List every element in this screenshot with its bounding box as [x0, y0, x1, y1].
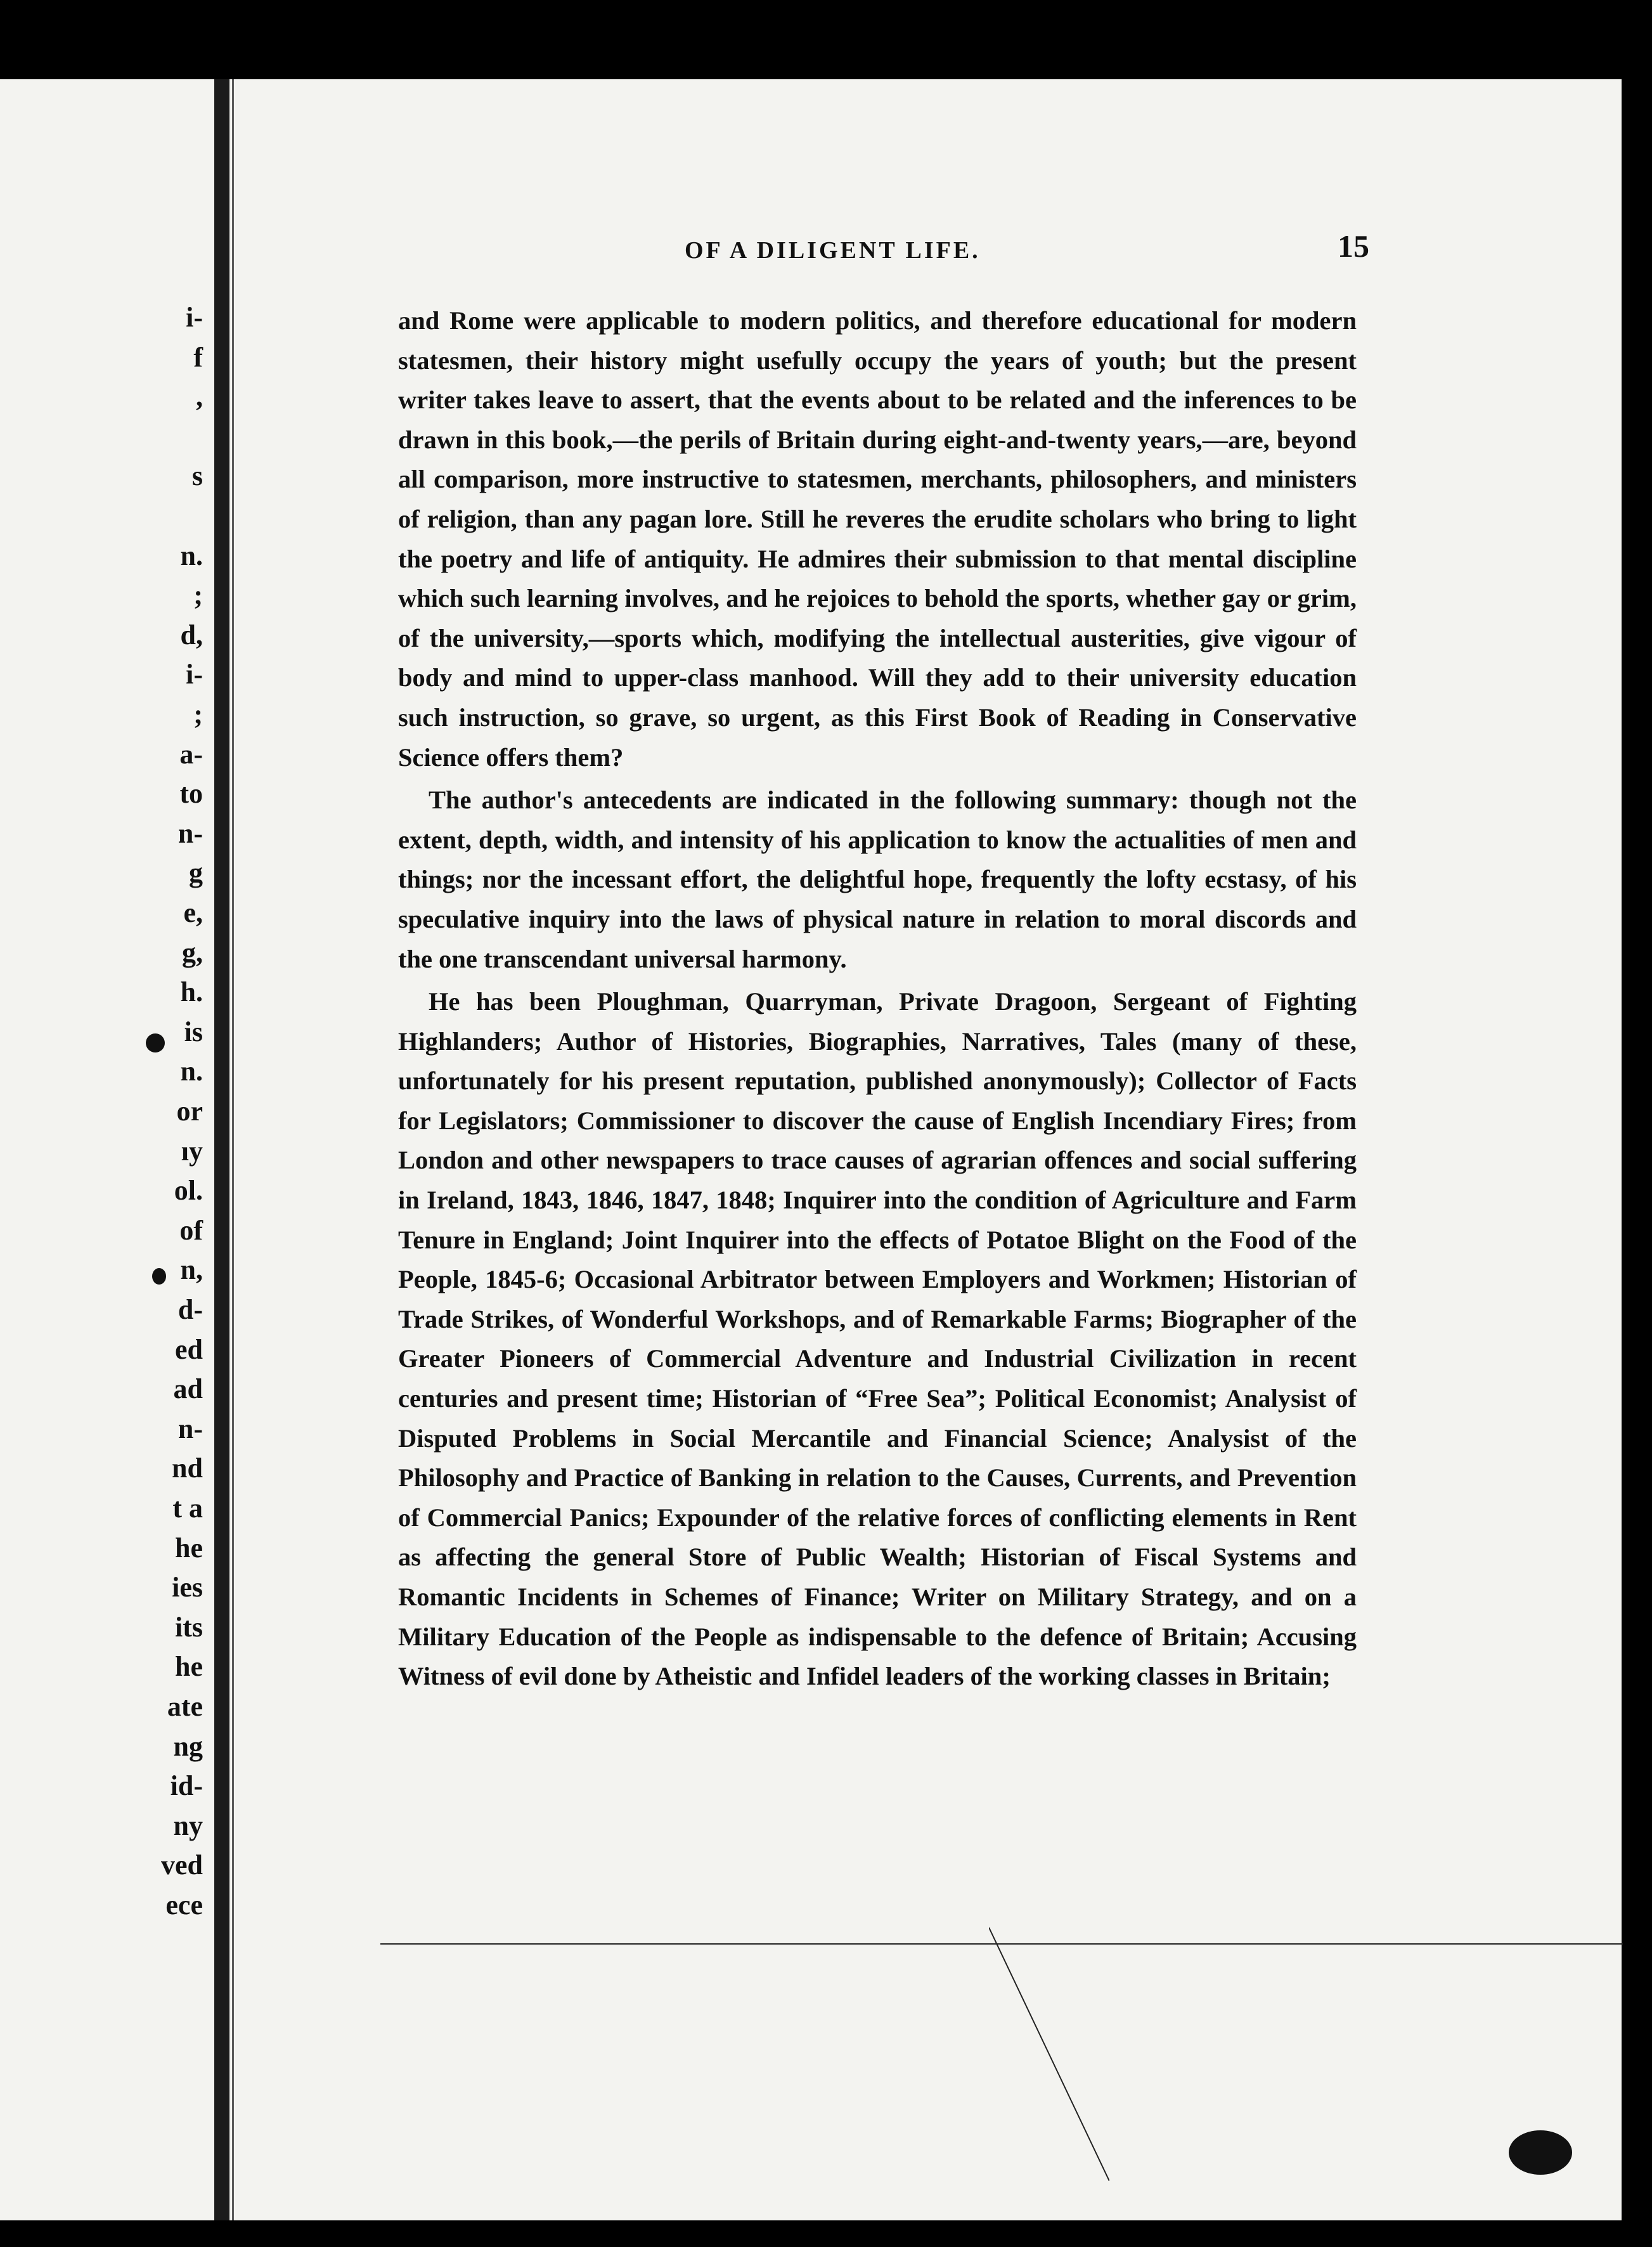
facing-page-fragment: n. [180, 1056, 203, 1087]
facing-page-fragment: ad [173, 1373, 203, 1405]
facing-page-fragment: s [191, 460, 203, 492]
facing-page-fragment: to [179, 778, 203, 810]
facing-page-fragment: ny [173, 1810, 203, 1841]
facing-page-fragment: ol. [174, 1175, 203, 1207]
book-spine [214, 79, 229, 2220]
facing-page-fragment: ece [165, 1889, 203, 1920]
facing-page-fragment: g [189, 857, 203, 889]
paragraph: The author's antecedents are indicated in the following summary: though not the extent, depth, width, and intensity of his application to know the actualities of men and things; nor the incessant effort, the delightful hope, frequently the lofty ecstasy, of his speculative inquiry into the laws of physical nature in relation to moral discords and the one transcendant universal harmony. [398, 786, 1357, 973]
facing-page-fragment: or [176, 1096, 203, 1127]
facing-page-fragment: of [179, 1214, 203, 1246]
scan-border-bottom [0, 2220, 1652, 2247]
facing-page-fragment: h. [180, 976, 203, 1008]
book-spine-edge [232, 79, 234, 2220]
facing-page-fragment: ; [193, 699, 203, 730]
facing-page-fragment: ed [175, 1333, 203, 1365]
ink-blot [152, 1268, 166, 1285]
facing-page-fragment: is [184, 1016, 203, 1047]
facing-page-fragments [0, 298, 203, 2010]
facing-page-fragment: ies [172, 1572, 203, 1603]
facing-page-fragment: n. [180, 540, 203, 571]
facing-page-fragment: ng [173, 1730, 203, 1762]
body-text [398, 301, 1357, 1697]
paragraph: and Rome were applicable to modern politics, and therefore educational for modern statesmen, their history might usefully occupy the years of youth; but the present writer takes leave to assert, that the events about to be related and the inferences to be drawn in this book,—the perils of Britain during eight-and-twenty years,—are, beyond all comparison, more instructive to statesmen, merchants, philosophers, and ministers of religion, than any pagan lore. Still he reveres the erudite scholars who bring to light the poetry and life of antiquity. He admires their submission to that mental discipline which such learning involves, and he rejoices to behold the sports, whether gay or grim, of the university,—sports which, modifying the intellectual austerities, give vigour of body and mind to upper-class manhood. Will they add to their university education such instruction, so grave, so urgent, as this First Book of Reading in Conservative Science offers them? [398, 306, 1357, 772]
paragraph: He has been Ploughman, Quarryman, Private Dragoon, Sergeant of Fighting Highlanders; Author of Histories, Biographies, Narratives, Tales (many of these, unfortunately for his present reputation, published anonymously); Collector of Facts for Legislators; Commissioner to discover the cause of English Incendiary Fires; from London and other newspapers to trace causes of agrarian offences and social suffering in Ireland, 1843, 1846, 1847, 1848; Inquirer into the condition of Agriculture and Farm Tenure in England; Joint Inquirer into the effects of Potatoe Blight on the Food of the People, 1845-6; Occasional Arbitrator between Employers and Workmen; Historian of Trade Strikes, of Wonderful Workshops, and of Remarkable Farms; Biographer of the Greater Pioneers of Commercial Adventure and Industrial Civilization in recent centuries and present time; Historian of “Free Sea”; Political Economist; Analysist of Disputed Problems in Social Mercantile and Financial Science; Analysist of the Philosophy and Practice of Banking in relation to the Causes, Currents, and Prevention of Commercial Panics; Expounder of the relative forces of conflicting elements in Rent as affecting the general Store of Public Wealth; Historian of Fiscal Systems and Romantic Incidents in Schemes of Finance; Writer on Military Strategy, and on a Military Education of the People as indispensable to the defence of Britain; Accusing Witness of evil done by Atheistic and Infidel leaders of the working classes in Britain; [398, 987, 1357, 1691]
facing-page-fragment: n, [180, 1254, 203, 1286]
facing-page-fragment: g, [182, 936, 203, 968]
facing-page-fragment: , [196, 381, 203, 413]
facing-page-fragment: ved [161, 1849, 203, 1881]
facing-page-fragment: i- [186, 302, 203, 333]
page-header [406, 228, 1388, 276]
scan-scratch-mark [989, 1927, 1109, 2181]
scan-border-top [0, 0, 1652, 79]
facing-page-fragment: ate [167, 1691, 203, 1722]
facing-page-fragment: n- [177, 817, 203, 849]
running-title: OF A DILIGENT LIFE. [685, 237, 981, 264]
facing-page-fragment: d- [177, 1294, 203, 1325]
facing-page-fragment: nd [172, 1453, 203, 1484]
facing-page-fragment: f [193, 341, 203, 373]
page-number: 15 [1338, 228, 1369, 264]
facing-page-fragment: he [175, 1532, 203, 1564]
scan-border-right [1622, 0, 1652, 2247]
facing-page-fragment: ; [193, 580, 203, 611]
facing-page-fragment: its [175, 1611, 203, 1643]
facing-page-fragment: n- [177, 1413, 203, 1444]
facing-page-fragment: d, [180, 619, 203, 651]
facing-page-fragment: he [175, 1651, 203, 1683]
facing-page-fragment: t a [172, 1493, 203, 1524]
ink-blot [1509, 2130, 1572, 2175]
facing-page-fragment: i- [186, 659, 203, 690]
facing-page-fragment: e, [183, 897, 203, 928]
ink-blot [146, 1033, 165, 1052]
facing-page-fragment: a- [179, 738, 203, 770]
facing-page-fragment: ıy [181, 1135, 203, 1167]
facing-page-fragment: id- [170, 1770, 203, 1802]
